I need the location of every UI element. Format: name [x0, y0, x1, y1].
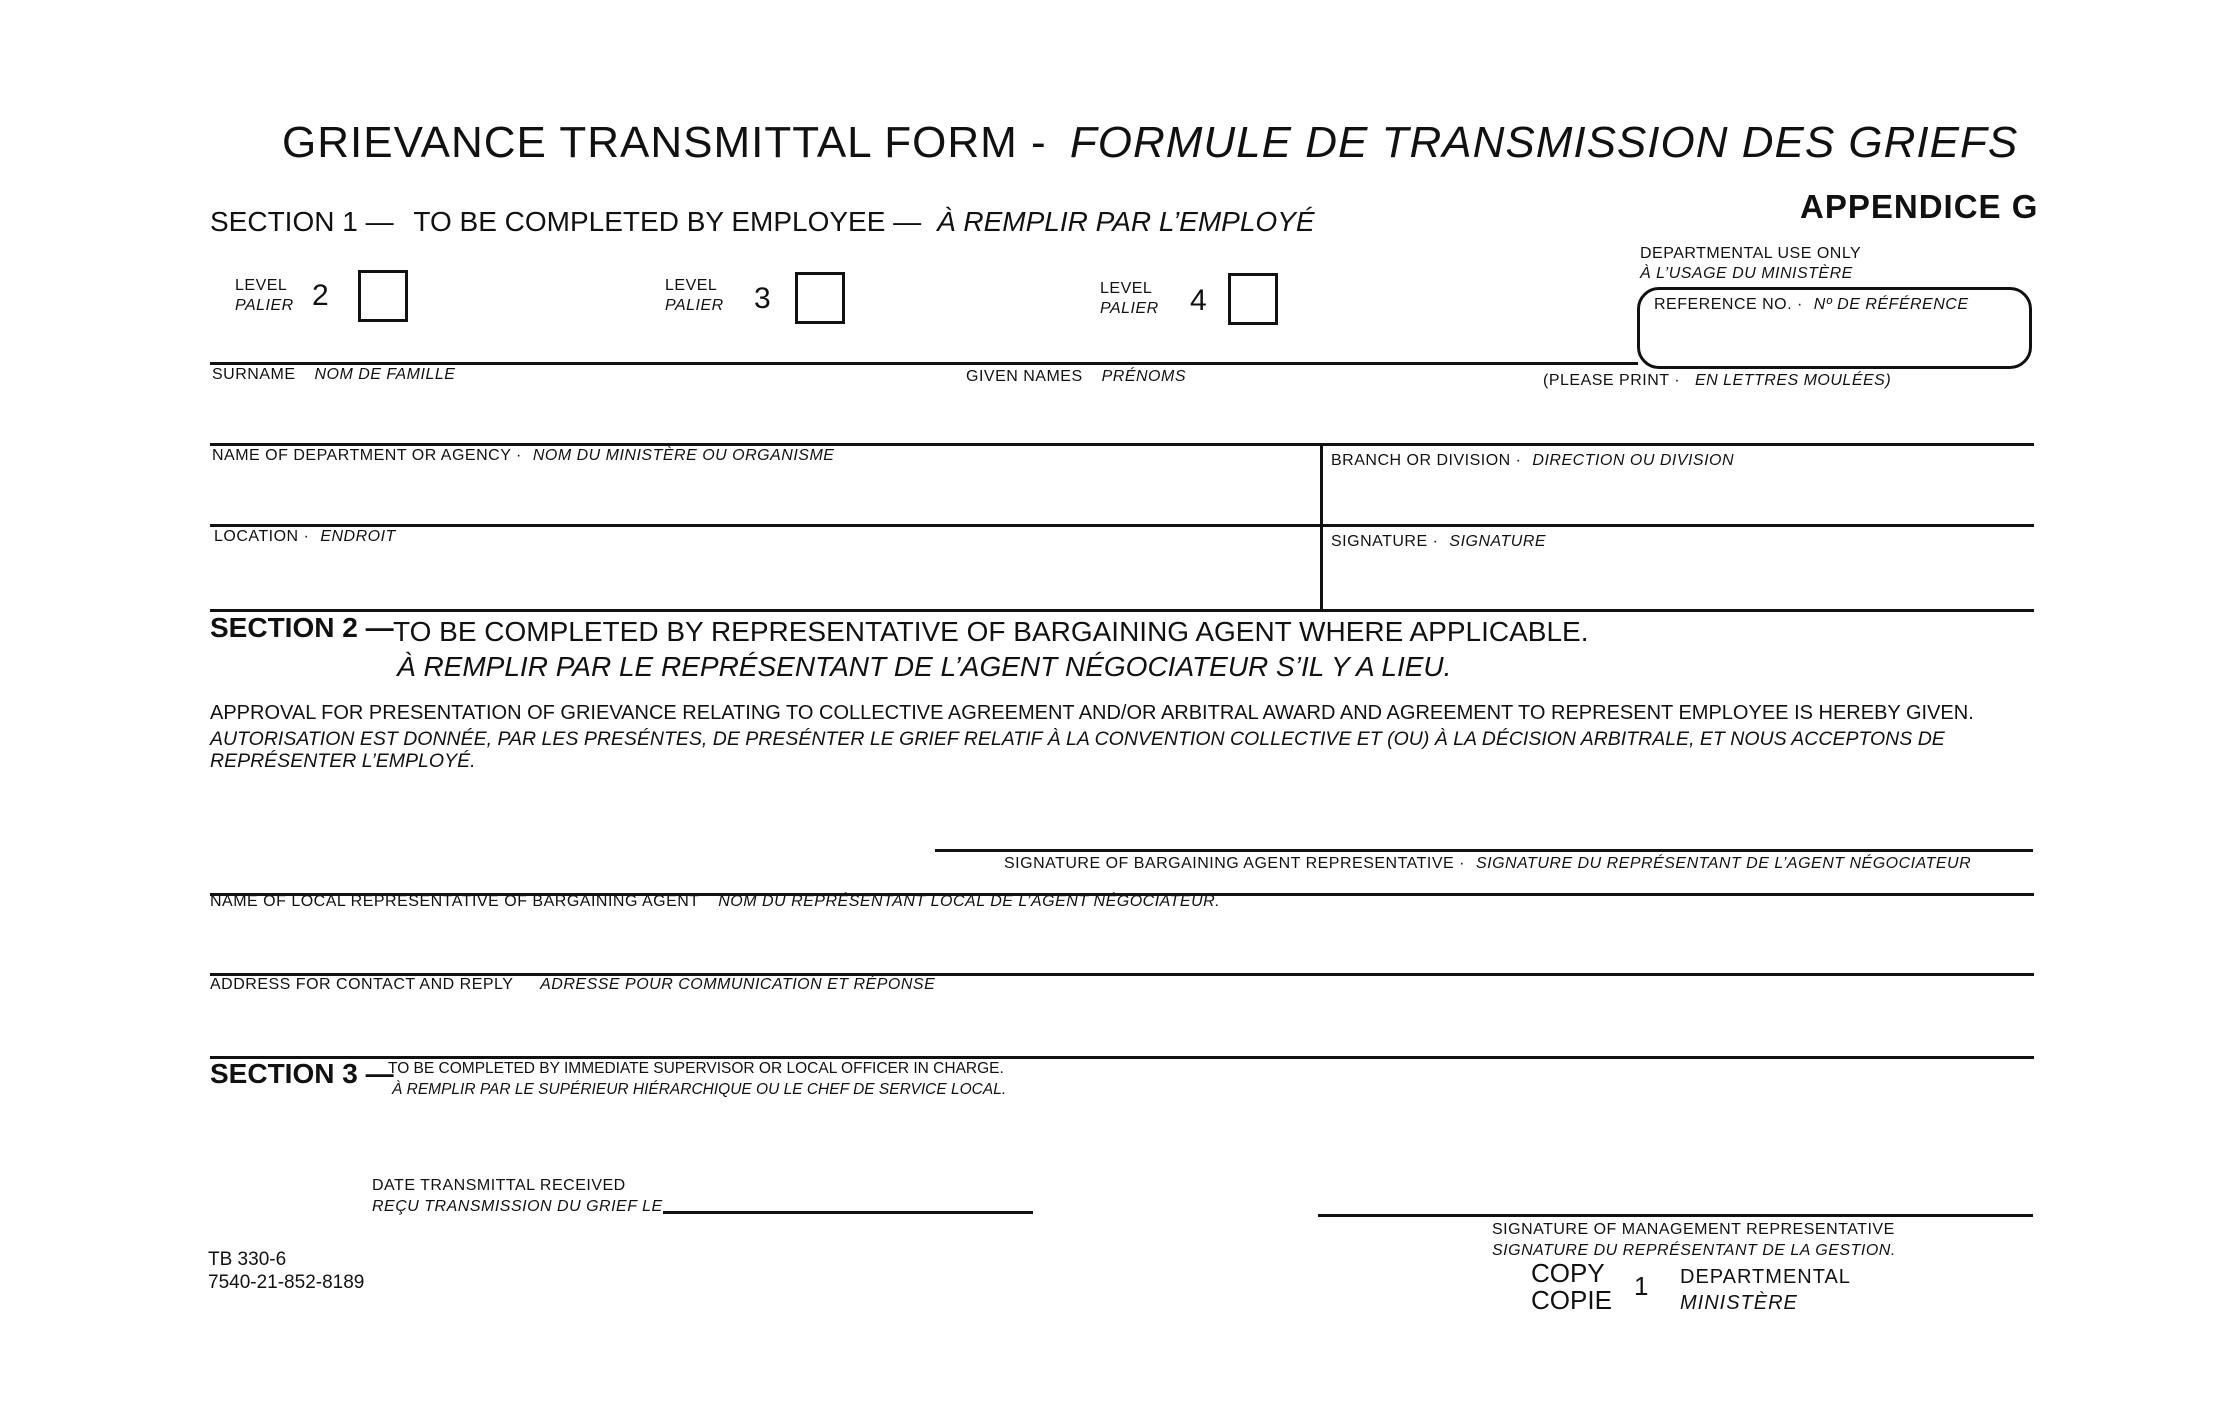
level-2-checkbox[interactable] — [358, 270, 408, 322]
section2-label: SECTION 2 — — [210, 612, 394, 643]
management-signature-label: SIGNATURE OF MANAGEMENT REPRESENTATIVE SIGNATURE DU REPRÉSENTANT DE LA GESTION. — [1492, 1221, 1896, 1259]
please-print-label: (PLEASE PRINT · EN LETTRES MOULÉES) — [1543, 372, 1892, 389]
level-2-label: LEVEL PALIER — [235, 277, 294, 314]
form-title — [282, 118, 2018, 168]
rule-surname-top — [210, 362, 1638, 365]
local-rep-label: NAME OF LOCAL REPRESENTATIVE OF BARGAINING AGENT NOM DU REPRÉSENTANT LOCAL DE L’AGENT NÉGOCIATEUR. — [210, 893, 1221, 910]
rule-department-top — [210, 443, 2034, 446]
local-rep-field[interactable] — [210, 918, 2030, 970]
form-number — [208, 1248, 364, 1294]
section1-label: SECTION 1 — — [210, 206, 394, 237]
reference-number-box[interactable] — [1637, 287, 2032, 369]
rule-department-divider — [1320, 443, 1323, 611]
rule-date-received — [663, 1211, 1033, 1214]
section1-header — [210, 206, 1315, 238]
rule-section1-bottom — [210, 609, 2034, 612]
stock-number: 7540-21-852-8189 — [208, 1272, 365, 1293]
approval-text-en: APPROVAL FOR PRESENTATION OF GRIEVANCE RELATING TO COLLECTIVE AGREEMENT AND/OR ARBITRAL AWARD AND AGREEMENT TO REPRESENT EMPLOYEE IS HEREBY GIVEN. — [210, 702, 1974, 724]
section3-instruction-fr: À REMPLIR PAR LE SUPÉRIEUR HIÉRARCHIQUE OU LE CHEF DE SERVICE LOCAL. — [392, 1081, 1007, 1098]
section1-instruction-fr: À REMPLIR PAR L’EMPLOYÉ — [936, 206, 1315, 237]
address-label: ADDRESS FOR CONTACT AND REPLY ADRESSE POUR COMMUNICATION ET RÉPONSE — [210, 976, 936, 993]
approval-text-fr-1: AUTORISATION EST DONNÉE, PAR LES PRESÉNTES, DE PRESÉNTER LE GRIEF RELATIF À LA CONVENTION COLLECTIVE ET (OU) À LA DÉCISION ARBITRALE, ET NOUS ACCEPTONS DE — [210, 728, 1945, 750]
rule-management-signature — [1318, 1214, 2033, 1217]
copy-label: COPY COPIE — [1531, 1258, 1612, 1315]
address-field[interactable] — [210, 1000, 2030, 1052]
departmental-use-label: DEPARTMENTAL USE ONLY À L’USAGE DU MINISTÈRE — [1640, 245, 1862, 282]
section2-instruction-en: TO BE COMPLETED BY REPRESENTATIVE OF BARGAINING AGENT WHERE APPLICABLE. — [393, 616, 1589, 647]
surname-label: SURNAME NOM DE FAMILLE — [212, 366, 456, 383]
department-label: NAME OF DEPARTMENT OR AGENCY · NOM DU MINISTÈRE OU ORGANISME — [212, 447, 835, 464]
branch-label: BRANCH OR DIVISION · DIRECTION OU DIVISION — [1331, 452, 1735, 469]
title-english: GRIEVANCE TRANSMITTAL FORM - — [282, 118, 1047, 167]
level-2-number: 2 — [312, 279, 329, 312]
branch-field[interactable] — [1331, 474, 2031, 522]
surname-field[interactable] — [212, 390, 952, 440]
title-french: FORMULE DE TRANSMISSION DES GRIEFS — [1069, 118, 2019, 167]
level-3-checkbox[interactable] — [795, 272, 845, 324]
date-received-label: DATE TRANSMITTAL RECEIVED REÇU TRANSMISSION DU GRIEF LE — [372, 1177, 663, 1215]
agent-signature-label: SIGNATURE OF BARGAINING AGENT REPRESENTATIVE · SIGNATURE DU REPRÉSENTANT DE L’AGENT NÉGOCIATEUR — [1004, 855, 1972, 872]
level-4-number: 4 — [1190, 284, 1207, 317]
given-names-label: GIVEN NAMES PRÉNOMS — [966, 368, 1186, 385]
section3-instruction — [388, 1058, 1006, 1100]
copy-destination: DEPARTMENTAL MINISTÈRE — [1680, 1266, 1851, 1314]
section3-label: SECTION 3 — — [210, 1058, 394, 1089]
date-received-field[interactable] — [663, 1180, 1033, 1210]
section2-instruction-fr: À REMPLIR PAR LE REPRÉSENTANT DE L’AGENT NÉGOCIATEUR S’IL Y A LIEU. — [397, 651, 1452, 682]
location-label: LOCATION · ENDROIT — [214, 528, 396, 545]
copy-number: 1 — [1634, 1271, 1649, 1301]
appendix-label: APPENDICE G — [1800, 188, 2039, 225]
location-field[interactable] — [212, 552, 1312, 604]
approval-text-fr-2: REPRÉSENTER L’EMPLOYÉ. — [210, 750, 476, 772]
rule-location-top — [210, 524, 2034, 527]
level-4-checkbox[interactable] — [1228, 273, 1278, 325]
employee-signature-field[interactable] — [1331, 556, 2031, 606]
section3-instruction-en: TO BE COMPLETED BY IMMEDIATE SUPERVISOR OR LOCAL OFFICER IN CHARGE. — [388, 1060, 1004, 1077]
reference-number-label: REFERENCE NO. · Nº DE RÉFÉRENCE — [1654, 296, 1969, 313]
level-3-number: 3 — [754, 282, 771, 315]
form-code: TB 330-6 — [208, 1249, 287, 1270]
rule-agent-signature — [935, 849, 2033, 852]
agent-signature-field[interactable] — [935, 800, 2030, 848]
management-signature-field[interactable] — [1318, 1160, 2030, 1212]
section1-instruction-en: TO BE COMPLETED BY EMPLOYEE — — [413, 206, 922, 237]
department-field[interactable] — [212, 470, 1312, 522]
given-names-field[interactable] — [966, 390, 2026, 440]
level-4-label: LEVEL PALIER — [1100, 280, 1159, 317]
signature-label: SIGNATURE · SIGNATURE — [1331, 533, 1547, 550]
level-3-label: LEVEL PALIER — [665, 277, 724, 314]
